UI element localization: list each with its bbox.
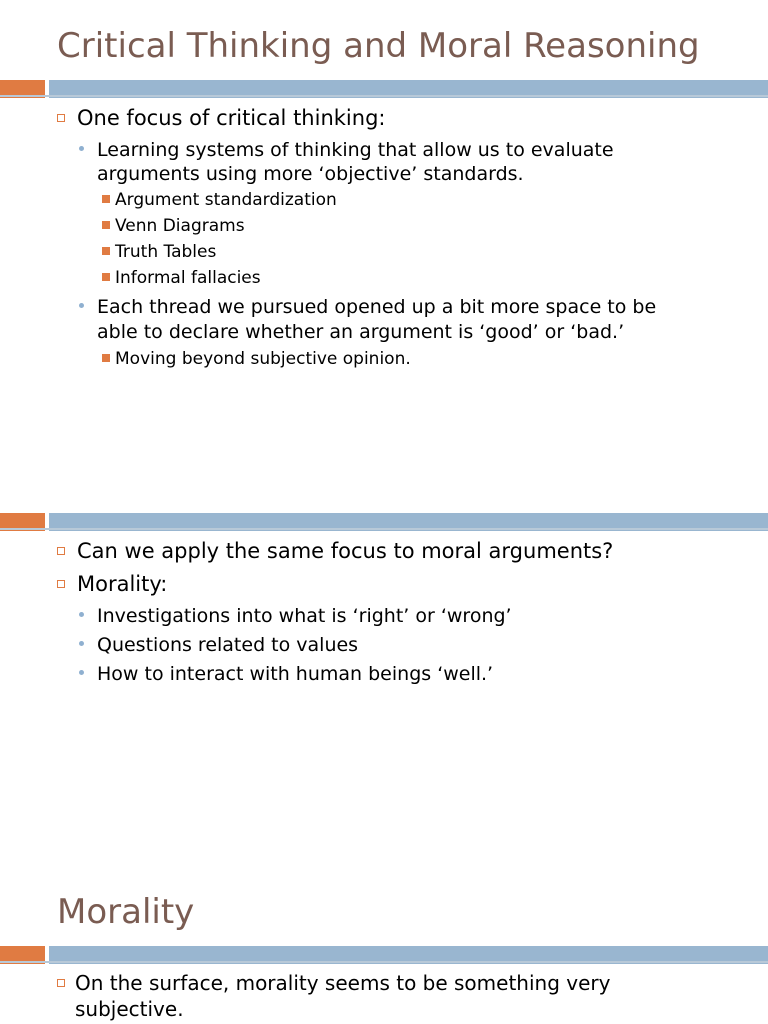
sub-sub-bullet-item: Venn Diagrams <box>115 216 245 236</box>
bullet-continuation: subjective. <box>75 997 184 1021</box>
sub-bullet-continuation: arguments using more ‘objective’ standards. <box>97 163 524 185</box>
slide-title: Morality <box>57 892 195 932</box>
slide-title: Critical Thinking and Moral Reasoning <box>57 26 700 66</box>
sub-bullet-item: How to interact with human beings ‘well.’ <box>97 663 493 685</box>
sub-sub-bullet-item: Informal fallacies <box>115 268 261 288</box>
bullet-item: Can we apply the same focus to moral arguments? <box>77 539 613 563</box>
sub-bullet-item: Investigations into what is ‘right’ or ‘wrong’ <box>97 605 512 627</box>
bullet-item: One focus of critical thinking: <box>77 106 385 130</box>
sub-sub-bullet-item: Argument standardization <box>115 190 337 210</box>
bullet-item: On the surface, morality seems to be something very <box>75 971 610 995</box>
sub-sub-bullet-item: Truth Tables <box>115 242 216 262</box>
square-bullet-icon <box>57 979 65 987</box>
sub-sub-bullet-item: Moving beyond subjective opinion. <box>115 349 411 369</box>
sub-bullet-item: Each thread we pursued opened up a bit more space to be <box>97 296 656 318</box>
sub-bullet-item: Questions related to values <box>97 634 358 656</box>
bullet-item: Morality: <box>77 572 167 596</box>
sub-bullet-item: Learning systems of thinking that allow us to evaluate <box>97 139 614 161</box>
title-divider <box>0 946 768 964</box>
sub-bullet-continuation: able to declare whether an argument is ‘good’ or ‘bad.’ <box>97 321 625 343</box>
